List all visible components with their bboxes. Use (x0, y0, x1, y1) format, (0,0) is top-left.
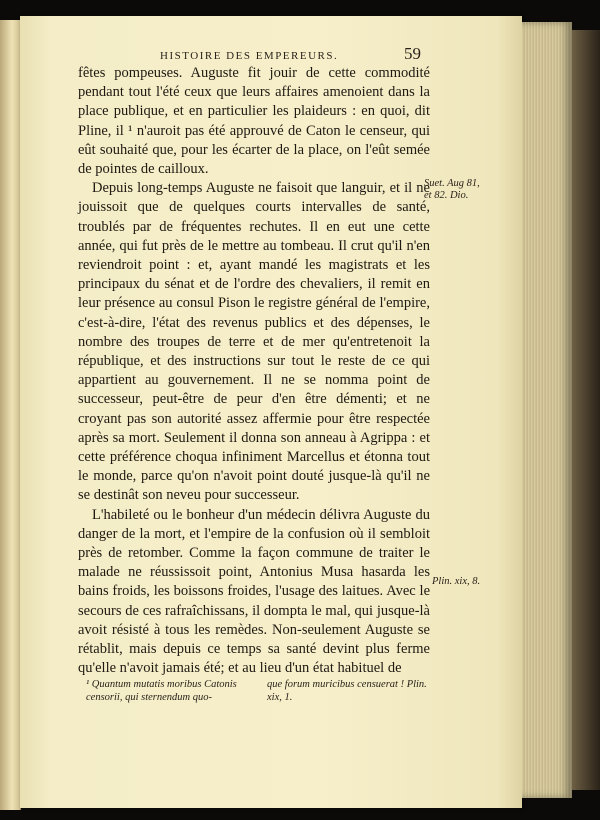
footnote-left: ¹ Quantum mutatis moribus Catonis censorii, qui sternendum quo- (86, 679, 237, 703)
body-text (78, 64, 430, 679)
running-head: HISTOIRE DES EMPEREURS. (160, 50, 339, 62)
paragraph: Depuis long-temps Auguste ne faisoit que languir, et il ne jouissoit que de quelques courts intervalles de santé, troublés par de fréquentes rechutes. Il en eut une cette année, qui fut près de le mettre au tombeau. Il crut qu'il n'en reviendroit point : et, ayant mandé les magistrats et les principaux du sénat et de l'ordre des chevaliers, il remit en leur présence au consul Pison le registre général de l'empire, c'est-à-dire, l'état des revenus publics et des dépenses, le nombre des troupes de terre et de mer qu'entretenoit la république, et des instructions sur tout le reste de ce qui appartient au gouvernement. Il ne se nomma point de successeur, peut-être de peur d'en être démenti; et ne croyant pas son autorité assez affermie pour être respectée après sa mort. Seulement il donna son anneau à Agrippa : et cette préférence choqua infiniment Marcellus et étonna tout le monde, parce qu'on n'avoit point douté jusque-là qu'il ne se destinât son neveu pour successeur. (78, 180, 430, 504)
paragraph: L'habileté ou le bonheur d'un médecin délivra Auguste du danger de la mort, et l'empire de la confusion où il sembloit près de retomber. Comme la façon commune de traiter le malade ne réussissoit point, Antonius Musa hasarda les bains froids, les boissons froides, l'usage des laitues. Avec le secours de ces rafraîchissans, il dompta le mal, qui jusque-là avoit résisté à tous les remèdes. Non-seulement Auguste se rétablit, mais depuis ce temps sa santé devint plus ferme qu'elle n'avoit jamais été; et au lieu d'un état habituel de (78, 506, 430, 677)
left-page-edge (0, 20, 21, 810)
page-number: 59 (404, 44, 421, 63)
paragraph: fêtes pompeuses. Auguste fit jouir de cette commodité pendant tout l'été ceux que leurs affaires amenoient dans la place publique, et en particulier les plaideurs : en quoi, dit Pline, il ¹ n'auroit pas été approuvé de Caton le censeur, qui eût souhaité que, pour les écarter de la place, on l'eût semée de pointes de cailloux. (78, 65, 430, 178)
margin-note-pliny: Plin. xix, 8. (432, 576, 481, 587)
footnote-right: que forum muricibus censuerat ! Plin. xix, 1. (267, 679, 427, 703)
book-spine-shadow (572, 30, 600, 790)
footnotes (86, 678, 438, 704)
margin-note-suetonius: Suet. Aug 81, et 82. Dio. (424, 178, 480, 201)
page-stack-edges (522, 22, 572, 798)
